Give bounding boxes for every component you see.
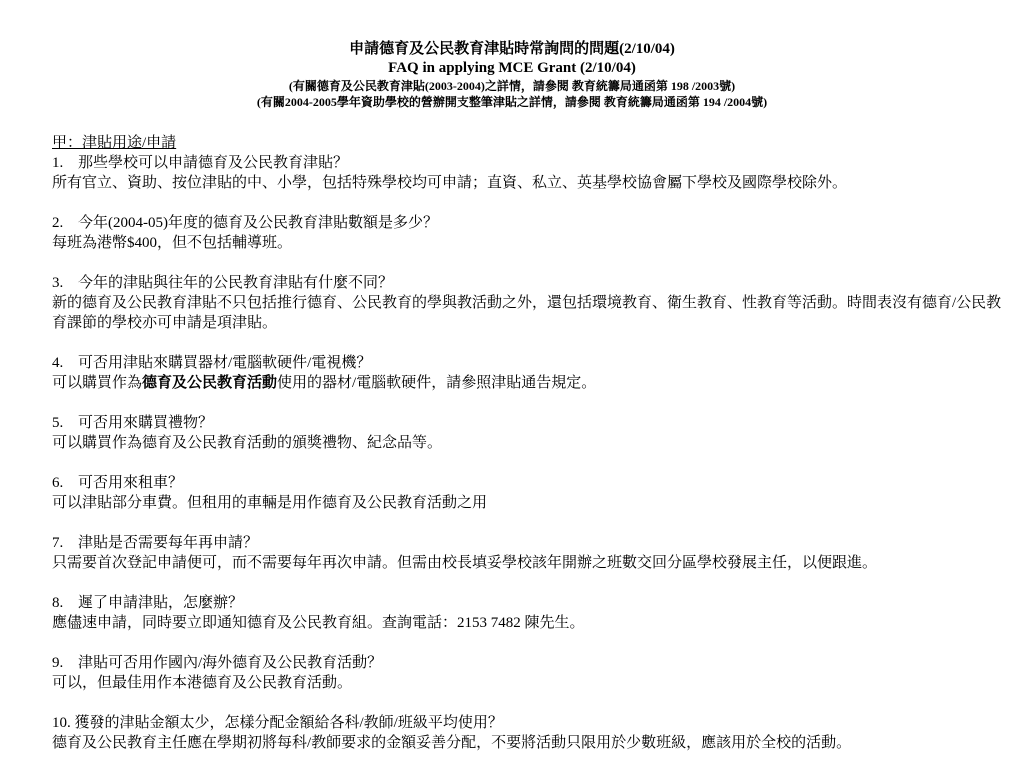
faq-answer: 可以購買作為德育及公民教育活動的頒獎禮物、紀念品等。: [52, 435, 443, 451]
question-text: 可否用來租車？: [78, 475, 184, 491]
question-number: 1.: [52, 155, 64, 171]
faq-item-3: [52, 273, 1016, 333]
faq-question: [52, 353, 1016, 373]
faq-question: [52, 413, 1016, 433]
question-number: 8.: [52, 595, 64, 611]
question-number: 3.: [52, 275, 64, 291]
faq-question: [52, 593, 1016, 613]
faq-question: [52, 273, 1016, 293]
section-title: 甲：津貼用途/申請: [52, 135, 177, 151]
reference-note-2003: (有關德育及公民教育津貼(2003-2004)之詳情，請參閱 教育統籌局通函第 198 /2003號): [288, 79, 736, 93]
faq-question: [52, 653, 1016, 673]
question-text: 今年(2004-05)年度的德育及公民教育津貼數額是多少？: [78, 215, 438, 231]
answer-text-start: 可以購買作為: [52, 375, 143, 391]
faq-item-8: [52, 593, 1016, 633]
faq-answer: 可以津貼部分車費。但租用的車輛是用作德育及公民教育活動之用: [52, 495, 488, 511]
title-english: FAQ in applying MCE Grant (2/10/04): [388, 60, 636, 76]
question-number: 4.: [52, 355, 64, 371]
faq-item-5: [52, 413, 1016, 453]
question-text: 津貼是否需要每年再申請？: [78, 535, 259, 551]
faq-item-2: [52, 213, 1016, 253]
faq-answer: 每班為港幣$400，但不包括輔導班。: [52, 235, 293, 251]
faq-answer: 應儘速申請，同時要立即通知德育及公民教育組。查詢電話：2153 7482 陳先生。: [52, 615, 585, 631]
question-number: 6.: [52, 475, 64, 491]
faq-item-10: [52, 713, 1016, 753]
question-number: 2.: [52, 215, 64, 231]
question-text: 津貼可否用作國內/海外德育及公民教育活動？: [78, 655, 383, 671]
faq-answer: 德育及公民教育主任應在學期初將每科/教師要求的金額妥善分配，不要將活動只限用於少數班級，應該用於全校的活動。: [52, 735, 852, 751]
question-text: 可否用津貼來購買器材/電腦軟硬件/電視機？: [78, 355, 372, 371]
question-text: 可否用來購買禮物？: [78, 415, 214, 431]
faq-item-7: [52, 533, 1016, 573]
answer-text-end: 使用的器材/電腦軟硬件，請參照津貼通告規定。: [277, 375, 597, 391]
reference-note-2004: (有關2004-2005學年資助學校的營辦開支整筆津貼之詳情，請參閱 教育統籌局通函第 194 /2004號): [256, 95, 768, 109]
title-chinese: 申請德育及公民教育津貼時常詢問的問題(2/10/04): [349, 41, 675, 57]
faq-item-9: [52, 653, 1016, 693]
question-text: 獲發的津貼金額太少，怎樣分配金額給各科/教師/班級平均使用？: [74, 715, 503, 731]
faq-item-6: [52, 473, 1016, 513]
question-number: 10.: [52, 715, 71, 731]
faq-question: [52, 533, 1016, 553]
faq-question: [52, 153, 1016, 173]
faq-question: [52, 213, 1016, 233]
question-number: 9.: [52, 655, 64, 671]
faq-question: [52, 473, 1016, 493]
faq-question: [52, 713, 1016, 733]
answer-emphasis: 德育及公民教育活動: [142, 375, 278, 391]
faq-answer: 可以，但最佳用作本港德育及公民教育活動。: [52, 675, 353, 691]
question-text: 今年的津貼與往年的公民教育津貼有什麼不同？: [78, 275, 394, 291]
faq-answer: [52, 373, 1016, 393]
question-number: 5.: [52, 415, 64, 431]
faq-answer: 所有官立、資助、按位津貼的中、小學，包括特殊學校均可申請；直資、私立、英基學校協會屬下學校及國際學校除外。: [52, 175, 848, 191]
question-text: 遲了申請津貼，怎麼辦？: [78, 595, 244, 611]
faq-answer: 只需要首次登記申請便可，而不需要每年再次申請。但需由校長填妥學校該年開辦之班數交回分區學校發展主任，以便跟進。: [52, 555, 878, 571]
question-number: 7.: [52, 535, 64, 551]
faq-answer: 新的德育及公民教育津貼不只包括推行德育、公民教育的學與教活動之外，還包括環境教育、衛生教育、性教育等活動。時間表沒有德育/公民教育課節的學校亦可申請是項津貼。: [52, 295, 1002, 331]
faq-content: [0, 133, 1024, 753]
faq-item-1: [52, 153, 1016, 193]
question-text: 那些學校可以申請德育及公民教育津貼？: [78, 155, 349, 171]
faq-item-4: [52, 353, 1016, 393]
document-header: [0, 39, 1024, 111]
